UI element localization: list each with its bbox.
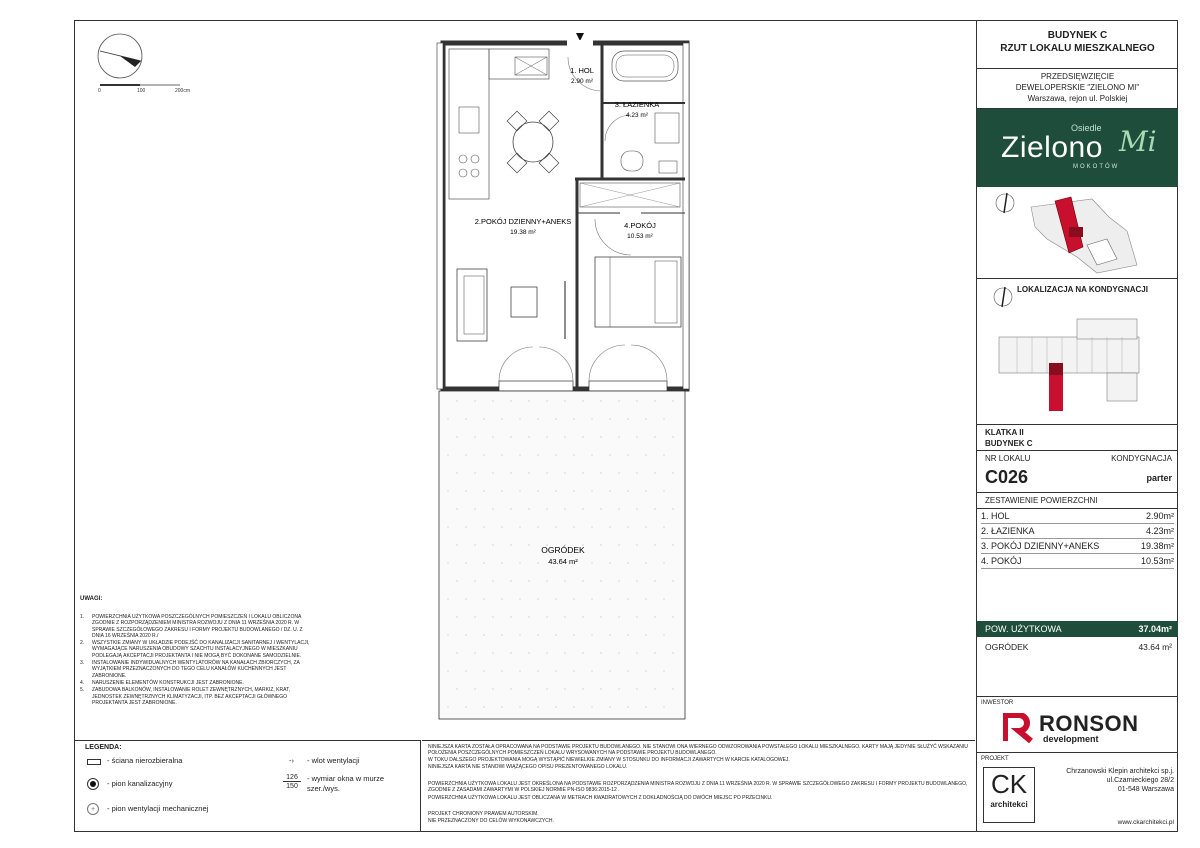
room-area-pokoj: 10.53 m² xyxy=(627,233,653,240)
note-item xyxy=(80,640,310,659)
legend-vent-in: - wlot wentylacji xyxy=(307,756,360,765)
project-line-3: Warszawa, rejon ul. Polskiej xyxy=(1027,94,1128,103)
room-label-living: 2.POKÓJ DZIENNY+ANEKS xyxy=(474,217,572,226)
architect-box xyxy=(977,753,1178,831)
areas-box xyxy=(977,493,1178,621)
investor-label: INWESTOR xyxy=(981,700,1014,706)
logo-big: Zielono xyxy=(1001,131,1103,164)
north-arrow-icon xyxy=(98,34,142,78)
legend-vent-mech: - pion wentylacji mechanicznej xyxy=(107,804,209,813)
scale-bar xyxy=(98,84,190,94)
ronson-mark-icon xyxy=(1003,713,1033,743)
note-text: INSTALOWANIE INDYWIDUALNYCH WENTYLATORÓW NA KANAŁACH ZBIORCZYCH, ZA WYJĄTKIEM PRZEZNACZONYCH DO TEGO CELU KANAŁÓW KUCHENNYCH JEST ZABRONIONE. xyxy=(92,660,300,679)
wall-symbol-icon xyxy=(87,759,101,765)
investor-sub: development xyxy=(1043,734,1099,744)
disclaimer-p6: PROJEKT CHRONIONY PRAWEM AUTORSKIM. xyxy=(428,811,539,817)
disclaimer-p7: NIE PRZEZNACZONY DO CELÓW WYKONAWCZYCH. xyxy=(428,818,554,824)
ck-letters: CK xyxy=(990,769,1028,799)
scale-200: 200cm xyxy=(175,88,191,94)
scale-100: 100 xyxy=(137,88,146,94)
unit-number: C026 xyxy=(985,467,1029,487)
nr-label: NR LOKALU xyxy=(985,454,1031,463)
architect-web[interactable]: www.ckarchitekci.pl xyxy=(1117,819,1174,826)
window-num-top: 126 xyxy=(283,774,301,782)
garden-area-value: 43.64 m² xyxy=(548,557,578,566)
floor-value: parter xyxy=(1146,473,1172,483)
total-area-bar xyxy=(977,621,1178,637)
area-row-pokoj: 4. POKÓJ 10.53m² xyxy=(981,554,1174,569)
note-item xyxy=(80,614,310,639)
window-num-bottom: 150 xyxy=(286,783,298,790)
location-title: LOKALIZACJA NA KONDYGNACJI xyxy=(1017,285,1148,294)
garden-label: OGRÓDEK xyxy=(541,545,585,555)
total-value: 37.04m² xyxy=(1138,624,1172,634)
disclaimer-p2: W TOKU DALSZEGO PROJEKTOWANIA MOGĄ WYSTĄPIĆ NIEWIELKIE ZMIANY W STOSUNKU DO INFORMACJI ZAWARTYCH W KARCIE KATALOGOWEJ. xyxy=(428,757,790,763)
floor-location xyxy=(977,279,1178,425)
room-area-hol: 2.90 m² xyxy=(570,78,594,85)
bathroom-fixtures xyxy=(580,51,680,207)
note-number: 2. xyxy=(80,640,85,647)
note-item xyxy=(80,680,310,686)
garden-row-value: 43.64 m² xyxy=(1138,642,1172,652)
project-line-2: DEWELOPERSKIE "ZIELONO MI" xyxy=(1015,83,1140,92)
garden-doors xyxy=(499,345,667,391)
area-row-hol: 1. HOL 2.90m² xyxy=(981,509,1174,524)
floor-label: KONDYGNACJA xyxy=(1111,454,1172,463)
disclaimer-p1: NINIEJSZA KARTA ZOSTAŁA OPRACOWANA NA PODSTAWIE PROJEKTU BUDOWLANEGO. NIE STANOWI ONA WIERNEGO ODWZOROWANIA POWSTAŁEGO LOKALU MIESZKALNEGO. KARTY MAJĄ JEDYNIE SŁUŻYĆ WSKAZANIU POŁOŻENIA POSZCZEGÓLNYCH POMIESZCZEŃ LOKALU WRYSOWANYCH NA PODSTAWIE PROJEKTU BUDOWLANEGO. xyxy=(428,744,968,757)
note-number: 1. xyxy=(80,614,85,620)
investor-box xyxy=(977,697,1178,753)
room-label-pokoj: 4.POKÓJ xyxy=(624,221,656,230)
project-line-1: PRZEDSIĘWZIĘCIE xyxy=(1040,72,1115,81)
area-row-living: 3. POKÓJ DZIENNY+ANEKS 19.38m² xyxy=(981,539,1174,554)
architect-address xyxy=(1066,767,1174,794)
dining-table xyxy=(507,111,559,173)
garden-row-label: OGRÓDEK xyxy=(985,642,1029,652)
room-label-hol: 1. HOL xyxy=(570,66,594,75)
garden-box xyxy=(977,637,1178,697)
room-label-lazienka: 3. ŁAZIENKA xyxy=(614,100,660,109)
architect-line-2: ul.Czarnieckiego 28/2 xyxy=(1106,777,1174,784)
entrance-arrow-icon xyxy=(576,33,584,41)
legend-window-2: szer./wys. xyxy=(307,784,340,793)
note-item xyxy=(80,687,310,706)
legend-window-1: - wymiar okna w murze xyxy=(307,774,385,783)
kitchen-counter xyxy=(449,49,549,199)
site-map-drawing xyxy=(977,187,1178,279)
garden-area xyxy=(439,391,685,719)
ck-logo xyxy=(983,767,1035,823)
room-area-living: 19.38 m² xyxy=(510,229,536,236)
klatka-box xyxy=(977,425,1178,451)
logo-small: Osiedle xyxy=(1071,123,1102,133)
site-map xyxy=(977,187,1178,279)
vent-inlet-icon: -› xyxy=(289,756,294,765)
area-row-lazienka: 2. ŁAZIENKA 4.23m² xyxy=(981,524,1174,539)
budynek: BUDYNEK C xyxy=(985,439,1033,448)
note-number: 4. xyxy=(80,679,85,686)
areas-title: ZESTAWIENIE POWIERZCHNI xyxy=(985,496,1098,505)
note-text: POWIERZCHNIA UŻYTKOWA POSZCZEGÓLNYCH POMIESZCZEŃ I LOKALU OBLICZONA ZGODNIE Z ROZPORZĄDZENIEM MINISTRA ROZWOJU Z DNIA 11 WRZEŚNIA 2020 R. W SPRAWIE SZCZEGÓŁOWEGO ZAKRESU I FORMY PROJEKTU BUDOWLANEGO / DZ. U. Z DNIA 16 WRZEŚNIA 2020 R./ xyxy=(92,614,303,639)
title-box xyxy=(977,21,1178,69)
title-line-2: RZUT LOKALU MIESZKALNEGO xyxy=(1000,43,1155,54)
living-furniture xyxy=(457,269,565,341)
room-area-lazienka: 4.23 m² xyxy=(625,112,649,119)
mech-vent-icon: + xyxy=(87,803,99,815)
legend-wall: - ściana nierozbieralna xyxy=(107,756,183,765)
disclaimer-p4: POWIERZCHNIA UŻYTKOWA LOKALU JEST OKREŚLONA NA PODSTAWIE ROZPORZĄDZENIA MINISTRA ROZWOJU Z DNIA 11 WRZEŚNIA 2020 R. W SPRAWIE SZCZEGÓŁOWEGO ZAKRESU I FORMY PROJEKTU BUDOWLANEGO, ZGODNIE Z ZASADAMI ZAWARTYMI W POLSKIEJ NORMIE PN-ISO 9836:2015-12 . xyxy=(428,781,968,794)
title-block xyxy=(976,21,1177,831)
total-label: POW. UŻYTKOWA xyxy=(985,624,1062,634)
note-text: NARUSZENIE ELEMENTÓW KONSTRUKCJI JEST ZABRONIONE. xyxy=(92,679,244,686)
disclaimer-p3: NINIEJSZA KARTA NIE STANOWI WIĄŻĄCEGO OPISU PREZENTOWANEGO LOKALU. xyxy=(428,764,628,770)
sewer-pipe-icon xyxy=(87,778,99,790)
ck-word: architekci xyxy=(990,800,1028,809)
architect-line-1: Chrzanowski Klepin architekci sp.j. xyxy=(1066,768,1174,775)
disclaimer-p5: POWIERZCHNIA UŻYTKOWA LOKALU JEST OBLICZANA W METRACH KWADRATOWYCH Z DOKŁADNOŚCIĄ DO DWÓCH MIEJSC PO PRZECINKU. xyxy=(428,795,773,801)
title-line-1: BUDYNEK C xyxy=(1047,30,1108,41)
note-text: WSZYSTKIE ZMIANY W UKŁADZIE PODEJŚĆ DO KANALIZACJI SANITARNEJ I WENTYLACJI, WYMAGAJĄCE NARUSZENIA OBUDOWY SZACHTU INSTALACYJNEGO W MIESZKANIU PODLEGAJĄ AKCEPTACJI PROJEKTANTA I NIE MOGĄ BYĆ DOKONANE SAMODZIELNIE. xyxy=(92,640,310,659)
logo-script: Mi xyxy=(1119,125,1157,158)
investor-name: RONSON xyxy=(1039,711,1139,736)
apartment-walls xyxy=(437,43,689,389)
legend xyxy=(75,740,421,831)
unit-box xyxy=(977,451,1178,493)
notes-section xyxy=(80,596,310,707)
architect-label: PROJEKT xyxy=(981,756,1009,762)
project-box xyxy=(977,69,1178,109)
klatka: KLATKA II xyxy=(985,428,1024,437)
legend-sewer: - pion kanalizacyjny xyxy=(107,779,173,788)
note-number: 5. xyxy=(80,687,85,694)
note-number: 3. xyxy=(80,660,85,667)
note-item xyxy=(80,660,310,679)
disclaimer xyxy=(422,740,975,831)
architect-line-3: 01-548 Warszawa xyxy=(1117,786,1174,793)
zielono-logo xyxy=(977,109,1178,187)
logo-sub: MOKOTÓW xyxy=(1073,164,1120,170)
notes-title: UWAGI: xyxy=(80,596,103,602)
notes-list xyxy=(80,614,310,706)
legend-title: LEGENDA: xyxy=(85,744,122,751)
scale-0: 0 xyxy=(98,88,101,94)
note-text: ZABUDOWA BALKONÓW, INSTALOWANIE ROLET ZEWNĘTRZNYCH, MARKIZ, KRAT, JEDNOSTEK ZEWNĘTRZNYCH KLIMATYZACJI, ITP. BEZ AKCEPTACJI GŁÓWNEGO PROJEKTANTA JEST ZABRONIONE. xyxy=(92,687,290,706)
